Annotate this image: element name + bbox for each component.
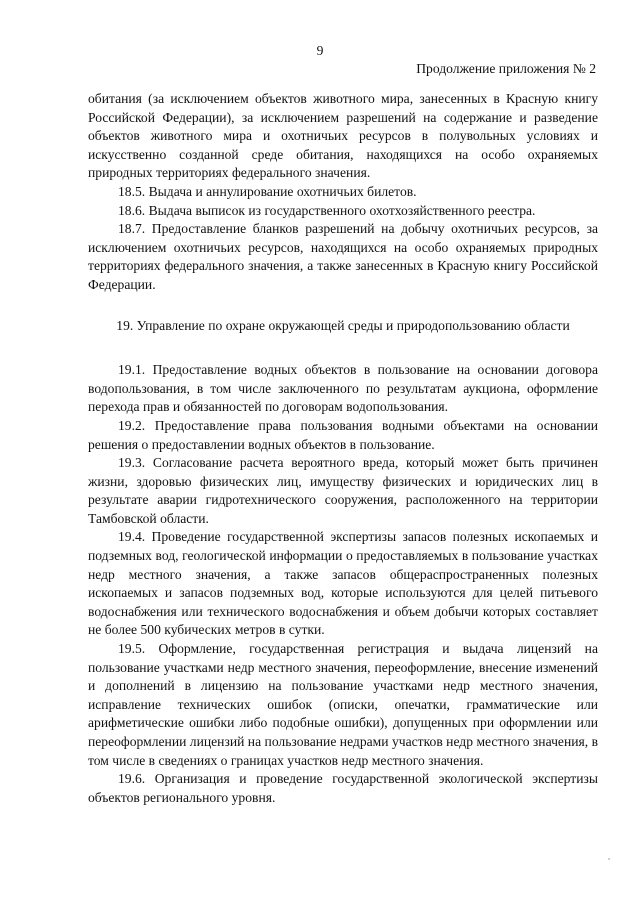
paragraph-18-5: 18.5. Выдача и аннулирование охотничьих билетов. <box>118 183 417 199</box>
page-number: 9 <box>316 43 324 58</box>
scan-speck <box>608 858 610 860</box>
paragraph-19-1: 19.1. Предоставление водных объектов в пользование на основании договора водопользования, в том числе заключенного по результатам аукциона, оформление перехода прав и обязанностей по договорам водопользования. <box>88 362 598 415</box>
paragraph-19-5: 19.5. Оформление, государственная регистрация и выдача лицензий на пользование участками недр местного значения, переоформление, внесение изменений и дополнений в лицензию на пользование участками недр местного значения, исправление технических ошибок (описки, опечатки, грамматические или арифметические ошибки либо подобные ошибки), допущенных при оформлении или переоформлении лицензий на пользование недрами участков недр местного значения, в том числе в сведениях о границах участков недр местного значения. <box>88 641 598 768</box>
paragraph-19-6: 19.6. Организация и проведение государственной экологической экспертизы объектов регионального уровня. <box>88 771 598 805</box>
paragraph-19-2: 19.2. Предоставление права пользования водными объектами на основании решения о предоставлении водных объектов в пользование. <box>88 417 598 452</box>
paragraph-continuation: обитания (за исключением объектов животного мира, занесенных в Красную книгу Российской Федерации), за исключением разрешений на содержание и разведение объектов животного мира и охотничьих ресурсов в полувольных условиях и искусственно созданной среде обитания, находящихся на особо охраняемых природных территориях федерального значения. <box>88 91 598 181</box>
paragraph-18-6: 18.6. Выдача выписок из государственного охотхозяйственного реестра. <box>118 202 536 218</box>
section-heading-19: 19. Управление по охране окружающей среды и природопользованию области <box>116 317 570 333</box>
paragraph-19-3: 19.3. Согласование расчета вероятного вреда, который может быть причинен жизни, здоровью физических лиц, имуществу физических и юридических лиц в результате аварии гидротехнического сооружения, расположенного на территории Тамбовской области. <box>88 455 598 526</box>
paragraph-19-4: 19.4. Проведение государственной экспертизы запасов полезных ископаемых и подземных вод, геологической информации о предоставляемых в пользование участках недр местного значения, а также запасов общераспространенных полезных ископаемых и запасов подземных вод, которые используются для целей питьевого водоснабжения или технического водоснабжения и объем добычи которых составляет не более 500 кубических метров в сутки. <box>88 529 598 638</box>
paragraph-18-7: 18.7. Предоставление бланков разрешений на добычу охотничьих ресурсов, за исключением охотничьих ресурсов, находящихся на особо охраняемых природных территориях федерального значения, а также занесенных в Красную книгу Российской Федерации. <box>88 221 598 292</box>
document-body <box>88 90 598 807</box>
appendix-continuation-note: Продолжение приложения № 2 <box>416 61 596 76</box>
